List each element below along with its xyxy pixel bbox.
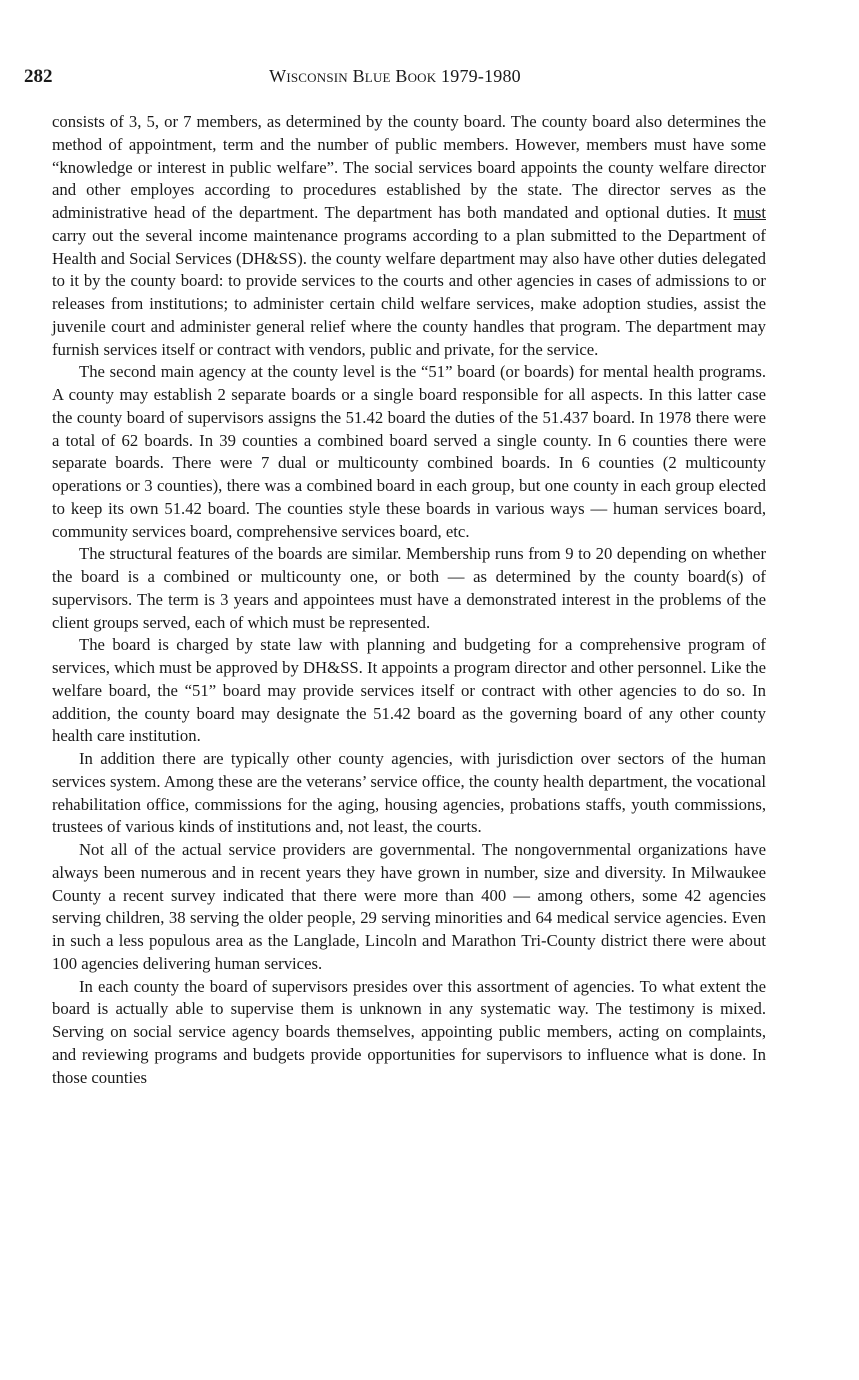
paragraph-board-of-supervisors: In each county the board of supervisors presides over this assortment of agencies. To what extent the board is actually able to supervise them is unknown in any systematic way. The testimony is mixed. Serving on social service agency boards themselves, appointing public members, acting on complaints, and reviewing programs and budgets provide opportunities for supervisors to influence what is done. In those counties xyxy=(52,976,766,1087)
body-text xyxy=(52,111,766,1089)
paragraph-structural-features: The structural features of the boards are similar. Membership runs from 9 to 20 depending on whether the board is a combined or multicounty one, or both — as determined by the county board(s) of supervisors. The term is 3 years and appointees must have a demonstrated interest in the problems of the client groups served, each of which must be represented. xyxy=(52,544,766,632)
paragraph-board-charge: The board is charged by state law with planning and budgeting for a comprehensive program of services, which must be approved by DH&SS. It appoints a program director and other personnel. Like the welfare board, the “51” board may provide services itself or contract with other agencies to do so. In addition, the county board may designate the 51.42 board as the governing board of any other county health care institution. xyxy=(52,635,766,746)
page-number: 282 xyxy=(24,66,53,87)
paragraph-text: carry out the several income maintenance programs according to a plan submitted to the Department of Health and Social Services (DH&SS). the county welfare department may also have other duties delegated to it by the county board: to provide services to the courts and other agencies in cases of admissions to or releases from institutions; to administer certain child welfare services, make adoption studies, assist the juvenile court and administer general relief where the county handles that program. The department may furnish services itself or contract with vendors, public and private, for the service. xyxy=(52,225,766,359)
page-header xyxy=(24,66,766,94)
paragraph-service-providers: Not all of the actual service providers are governmental. The nongovernmental organizations have always been numerous and in recent years they have grown in number, size and diversity. In Milwaukee County a recent survey indicated that there were more than 400 — among others, some 42 agencies serving children, 38 serving the older people, 29 serving minorities and 64 medical service agencies. Even in such a less populous area as the Langlade, Lincoln and Marathon Tri-County district there were about 100 agencies delivering human services. xyxy=(52,840,766,973)
paragraph-other-agencies: In addition there are typically other county agencies, with jurisdiction over sectors of the human services system. Among these are the veterans’ service office, the county health department, the vocational rehabilitation office, commissions for the aging, housing agencies, probations staffs, youth commissions, trustees of various kinds of institutions and, not least, the courts. xyxy=(52,749,766,837)
underlined-word: must xyxy=(733,203,766,222)
paragraph-51-board: The second main agency at the county level is the “51” board (or boards) for mental health programs. A county may establish 2 separate boards or a single board responsible for all aspects. In this latter case the county board of supervisors assigns the 51.42 board the duties of the 51.437 board. In 1978 there were a total of 62 boards. In 39 counties a combined board served a single county. In 6 counties there were separate boards. There were 7 dual or multicounty combined boards. In 6 counties (2 multicounty operations or 3 counties), there was a combined board in each group, but one county in each group elected to keep its own 51.42 board. The counties style these boards in various ways — human services board, community services board, comprehensive services board, etc. xyxy=(52,362,766,541)
paragraph-text: consists of 3, 5, or 7 members, as determined by the county board. The county board also determines the method of appointment, term and the number of public members. However, members must have some “knowledge or interest in public welfare”. The social services board appoints the county welfare director and other employes according to procedures established by the state. The director serves as the administrative head of the department. The department has both mandated and optional duties. It xyxy=(52,112,766,222)
running-title: Wisconsin Blue Book 1979-1980 xyxy=(269,66,521,86)
paragraph-welfare-board xyxy=(52,111,766,361)
